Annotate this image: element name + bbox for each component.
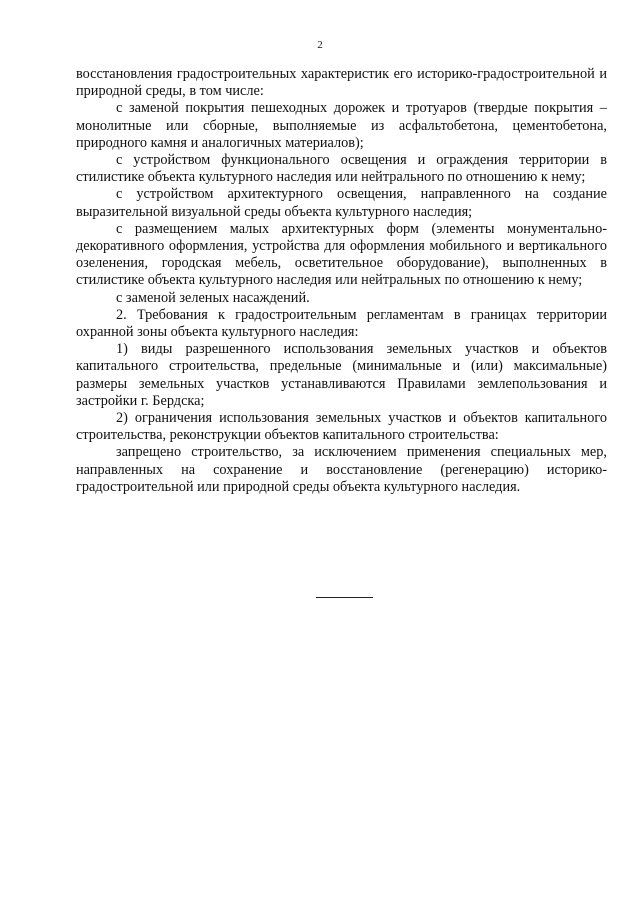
paragraph-construction-prohibited: запрещено строительство, за исключением применения специальных мер, направленных на сохранение и восстановление (регенерацию) историко-градостроительной или природной среды объекта культурного наследия. [76,444,607,495]
paragraph-use-restrictions: 2) ограничения использования земельных участков и объектов капитального строительства, реконструкции объектов капитального строительства: [76,410,607,444]
paragraph-permitted-use: 1) виды разрешенного использования земельных участков и объектов капитального строительства, предельные (минимальные и (или) максимальные) размеры земельных участков устанавливаются Правилами землепользования и застройки г. Бердска; [76,341,607,409]
closing-divider-line [316,597,373,598]
paragraph-green-plantings: с заменой зеленых насаждений. [116,289,310,306]
paragraph-pavement-replacement: с заменой покрытия пешеходных дорожек и тротуаров (твердые покрытия – монолитные или сборные, выполняемые из асфальтобетона, цементобетона, природного камня и аналогичных материалов); [76,100,607,151]
document-body [76,66,607,496]
paragraph-requirements-heading: 2. Требования к градостроительным регламентам в границах территории охранной зоны объекта культурного наследия: [76,306,607,341]
paragraph-functional-lighting: с устройством функционального освещения и ограждения территории в стилистике объекта культурного наследия или нейтрального по отношению к нему; [76,152,607,186]
paragraph-continuation: восстановления градостроительных характеристик его историко-градостроительной и природной среды, в том числе: [76,66,607,100]
paragraph-small-architectural-forms: с размещением малых архитектурных форм (элементы монументально-декоративного оформления, устройства для оформления мобильного и вертикального озеленения, городская мебель, осветительное оборудование), выполненных в стилистике объекта культурного наследия или нейтральных по отношению к нему; [76,220,607,289]
paragraph-architectural-lighting: с устройством архитектурного освещения, направленного на создание выразительной визуальной среды объекта культурного наследия; [76,186,607,220]
page-number: 2 [317,39,323,51]
